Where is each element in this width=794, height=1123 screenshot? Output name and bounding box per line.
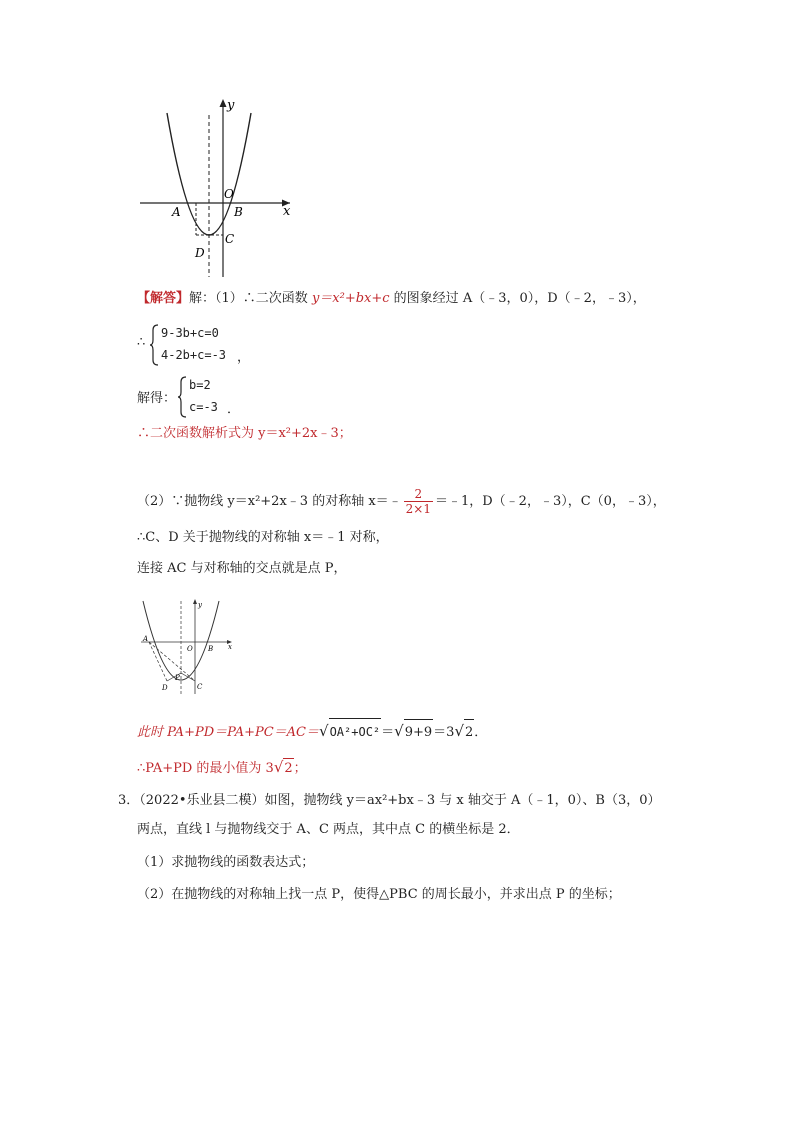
- therefore-symbol: ∴: [137, 335, 146, 350]
- equation-system-1: [137, 324, 267, 366]
- sqrt-radicand-4: 2: [283, 758, 293, 779]
- fig2-y-label: y: [198, 601, 202, 609]
- system2-period: ．: [227, 402, 241, 417]
- part1-point-d: D（﹣2，﹣3），: [547, 291, 646, 306]
- part2-line-1: [137, 487, 666, 517]
- part2-line-4: [137, 718, 487, 744]
- part2-line-2: ∴C、D 关于抛物线的对称轴 x＝﹣1 对称，: [137, 530, 389, 545]
- part2-period: ．: [474, 725, 488, 740]
- parabola-figure-1: [135, 95, 300, 280]
- part2-line5-end: ；: [293, 761, 307, 776]
- solution-line-1: [137, 289, 646, 309]
- part2-equals-2: ＝3: [433, 725, 455, 740]
- fig2-x-label: x: [228, 643, 232, 651]
- point-b-label: B: [234, 205, 243, 219]
- sqrt-sign-4: √: [273, 758, 284, 776]
- sqrt-radicand-2: 9+9: [404, 719, 433, 746]
- part2-text-a: （2）∵抛物线 y＝x²+2x﹣3 的对称轴 x＝﹣: [137, 494, 402, 509]
- part2-line-3: 连接 AC 与对称轴的交点就是点 P，: [137, 561, 347, 576]
- origin-label: O: [224, 187, 234, 201]
- fig2-origin-label: O: [187, 645, 193, 653]
- fig2-point-p-label: P: [175, 674, 180, 682]
- solved-label: 解得：: [137, 391, 177, 406]
- part1-function: y＝x²+bx+c: [311, 291, 390, 306]
- solution-jie: 解：: [189, 291, 216, 306]
- fraction-numerator: 2: [404, 487, 433, 502]
- fig2-point-a-label: A: [143, 635, 149, 643]
- fraction-denominator: 2×1: [405, 502, 431, 516]
- point-a-label: A: [172, 205, 181, 219]
- fig2-point-c-label: C: [197, 683, 203, 691]
- left-brace-1: [149, 324, 159, 366]
- left-brace-2: [177, 376, 187, 418]
- sqrt-sign-1: √: [319, 722, 329, 740]
- part1-intro: （1）∴二次函数: [215, 291, 312, 306]
- part1-point-a: A（﹣3，0），: [462, 291, 548, 306]
- problem3-question-2: （2）在抛物线的对称轴上找一点 P，使得△PBC 的周长最小，并求出点 P 的坐标；: [137, 887, 621, 902]
- system1-row1: 9-3b+c=0: [161, 326, 219, 340]
- system2-row1: b=2: [189, 378, 211, 392]
- system1-row2: 4-2b+c=-3: [161, 348, 227, 362]
- problem3-line-2: 两点，直线 l 与抛物线交于 A、C 两点，其中点 C 的横坐标是 2．: [137, 822, 520, 837]
- part2-equals-1: ＝: [381, 725, 395, 740]
- system2-row2: c=-3: [189, 400, 218, 414]
- sqrt-radicand-1: OA²+OC²: [329, 718, 382, 745]
- part2-line-5: [137, 757, 307, 779]
- problem3-question-1: （1）求抛物线的函数表达式；: [137, 855, 315, 870]
- fig2-point-d-label: D: [162, 684, 168, 692]
- sqrt-radicand-3: 2: [464, 719, 474, 746]
- part1-result: ∴二次函数解析式为 y＝x²+2x﹣3；: [137, 426, 352, 441]
- part2-text-b: ＝﹣1，D（﹣2，﹣3），C（0，﹣3），: [434, 494, 666, 509]
- part1-intro-b: 的图象经过: [389, 291, 463, 306]
- answer-header: 【解答】: [137, 291, 190, 306]
- part2-line5-text: ∴PA+PD 的最小值为 3: [137, 761, 274, 776]
- point-c-label: C: [225, 232, 235, 246]
- sqrt-sign-2: √: [394, 722, 404, 740]
- x-axis-label: x: [283, 204, 291, 219]
- problem3-line-1: 3．（2022•乐业县二模）如图，抛物线 y＝ax²+bx﹣3 与 x 轴交于 A（﹣1，0）、B（3，0）: [118, 793, 661, 808]
- sqrt-sign-3: √: [454, 722, 465, 740]
- equation-system-2: [137, 376, 267, 418]
- fig2-point-b-label: B: [208, 645, 214, 653]
- part2-line4-text: 此时 PA+PD＝PA+PC＝AC＝: [137, 725, 320, 740]
- y-axis-label: y: [227, 98, 235, 113]
- system1-comma: ，: [237, 350, 251, 365]
- point-d-label: D: [195, 246, 205, 260]
- parabola-figure-2: [137, 597, 237, 697]
- part2-fraction: [404, 487, 433, 516]
